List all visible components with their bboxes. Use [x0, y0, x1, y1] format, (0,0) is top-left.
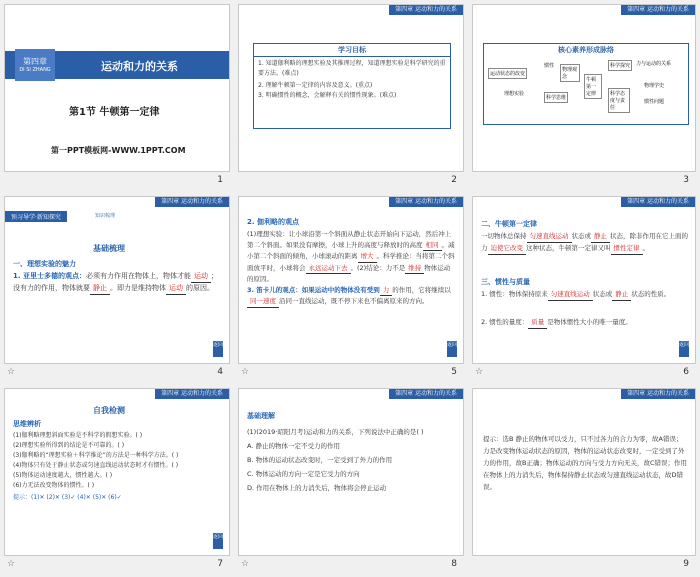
slide-header: 第四章 运动和力的关系	[621, 5, 695, 15]
slide-6[interactable]	[472, 196, 696, 377]
slide-number: 3	[683, 175, 689, 185]
paragraph: 1. 亚里士多德的观点：必须有力作用在物体上，物体才能 运动 ；没有力的作用，物体就要 静止 。即力是维持物体 运动 的原因。	[13, 271, 221, 295]
subheading: 2. 伽利略的观点	[247, 218, 299, 226]
slide-2[interactable]	[238, 4, 464, 185]
slide-title: 运动和力的关系	[101, 60, 178, 73]
slide-header: 第四章 运动和力的关系	[389, 389, 463, 399]
slide-3[interactable]	[472, 4, 696, 185]
option: C. 物体运动的方向一定是它受力的方向	[247, 470, 360, 478]
slide-header: 第四章 运动和力的关系	[155, 389, 229, 399]
tab-label: 预习导学·新知探究	[5, 211, 67, 222]
badge: 知识梳理	[95, 213, 116, 219]
star-icon: ☆	[241, 367, 250, 377]
mindmap: 核心素养形成脉络 运动状态的改变 惯性 物理观念 牛顿第一定律 科学探究 力与运动的关系 理想实验 科学思维 科学态度与责任 物理学史 惯性问题	[483, 43, 689, 125]
slide-header: 第四章 运动和力的关系	[389, 197, 463, 207]
section-title: 自我检测	[93, 406, 125, 415]
slide-number: 2	[451, 175, 457, 185]
subheading: 思维辨析	[13, 420, 41, 428]
slide-header: 第四章 运动和力的关系	[621, 389, 695, 399]
slide-number: 4	[217, 367, 223, 377]
star-icon: ☆	[7, 367, 16, 377]
paragraph: 1. 惯性：物体保持原来 匀速直线运动 状态或 静止 状态的性质。	[481, 289, 689, 301]
question: (1)(2019·昭阳月考)运动和力的关系，下列说法中正确的是( ) A. 静止的物体一定不受力的作用 B. 物体的运动状态改变时，一定受到了外力的作用 C. 物体运动的方向一定是它受力的方向 D. 作用在物体上的力消失后，物体将会停止运动	[247, 425, 457, 495]
goals-box: 学习目标 1. 知道伽利略的理想实验及其推理过程，知道理想实验是科学研究的重要方法。(难点) 2. 理解牛顿第一定律的内容及意义。(重点) 3. 明确惯性的概念，会解释有关的惯性现象。(难点)	[253, 43, 451, 129]
slide-8[interactable]	[238, 388, 464, 569]
question-item: (6)力无法改变物体的惯性。( )	[13, 482, 95, 489]
slide-header: 第四章 运动和力的关系	[621, 197, 695, 207]
slide-number: 9	[683, 559, 689, 569]
explanation: 提示：选B 静止的物体可以受力，只不过各力的合力为零，故A错误；力是改变物体运动状态的原因，物体的运动状态改变时，一定受到了外力的作用，故B正确；物体运动的方向与受力方向无关，故C错误；作用在物体上的力消失后，物体保持静止状态或匀速直线运动状态，故D错误。	[483, 435, 687, 491]
section-title: 基础梳理	[93, 244, 125, 253]
goal-item: 1. 知道伽利略的理想实验及其推理过程，知道理想实验是科学研究的重要方法。(难点)	[258, 60, 446, 77]
nav-button[interactable]: 返回	[679, 341, 689, 357]
chapter-badge: 第四章 DI SI ZHANG	[15, 49, 55, 81]
option: D. 作用在物体上的力消失后，物体将会停止运动	[247, 484, 387, 492]
slide-header: 第四章 运动和力的关系	[155, 197, 229, 207]
nav-button[interactable]: 返回	[213, 341, 223, 357]
question-item: (1)伽利略理想斜面实验是不科学的假想实验。( )	[13, 432, 143, 439]
nav-button[interactable]: 返回	[447, 341, 457, 357]
paragraph: (1)理想实验：让小球沿第一个斜面从静止状态开始向下运动，然后冲上第二个斜面。如果没有摩擦，小球上升的高度与释放时的高度 相同 。减小第二个斜面的倾角，小球滚动的距离 增大 。科学推论：当将第二个斜面放平时，小球将会 永远运动下去 。(2)结论：力不是 维持 物体运动的原因。 3. 笛卡儿的观点：如果运动中的物体没有受到 力 的作用，它将继续以同一速度 沿同一直线运动，既不停下来也不偏离原来的方向。	[247, 229, 455, 308]
question-item: (5)物体运动速度越大，惯性越大。( )	[13, 472, 113, 479]
star-icon: ☆	[241, 559, 250, 569]
option: A. 静止的物体一定不受力的作用	[247, 442, 340, 450]
slide-number: 5	[451, 367, 457, 377]
question-list	[13, 431, 223, 503]
subheading: 三、惯性与质量	[481, 278, 530, 286]
question-item: (2)理想实验所得到的结论是不可靠的。( )	[13, 442, 125, 449]
paragraph: 一切物体总保持 匀速直线运动 状态或 静止 状态，除非作用在它上面的力 迫使它改变 这种状态，牛顿第一定律又叫 惯性定律 。	[481, 231, 689, 255]
slide-7[interactable]	[4, 388, 230, 569]
star-icon: ☆	[475, 367, 484, 377]
slide-number: 6	[683, 367, 689, 377]
option: B. 物体的运动状态改变时，一定受到了外力的作用	[247, 456, 393, 464]
slide-4[interactable]	[4, 196, 230, 377]
nav-button[interactable]: 返回	[213, 533, 223, 549]
answer-hint: 提示：(1)✕ (2)✕ (3)✓ (4)✕ (5)✕ (6)✓	[13, 494, 122, 501]
goal-item: 3. 明确惯性的概念，会解释有关的惯性现象。(难点)	[258, 92, 397, 99]
subheading: 一、理想实验的魅力	[13, 260, 76, 268]
section-title: 第1节 牛顿第一定律	[69, 107, 160, 118]
slide-number: 7	[217, 559, 223, 569]
slide-5[interactable]	[238, 196, 464, 377]
subheading: 基础理解	[247, 412, 275, 420]
site-text: 第一PPT模板网-WWW.1PPT.COM	[51, 146, 186, 155]
slide-9[interactable]	[472, 388, 696, 569]
subheading: 二、牛顿第一定律	[481, 220, 537, 228]
goal-item: 2. 理解牛顿第一定律的内容及意义。(重点)	[258, 82, 373, 89]
paragraph: 2. 惯性的量度： 质量 是物体惯性大小的唯一量度。	[481, 317, 689, 329]
slide-number: 1	[217, 175, 223, 185]
slide-header: 第四章 运动和力的关系	[389, 5, 463, 15]
star-icon: ☆	[7, 559, 16, 569]
slide-1[interactable]	[4, 4, 230, 185]
slide-number: 8	[451, 559, 457, 569]
question-item: (4)物体只有处于静止状态或匀速直线运动状态时才有惯性。( )	[13, 462, 179, 469]
question-item: (3)伽利略的“理想实验＋科学推论”的方法是一种科学方法。( )	[13, 452, 179, 459]
